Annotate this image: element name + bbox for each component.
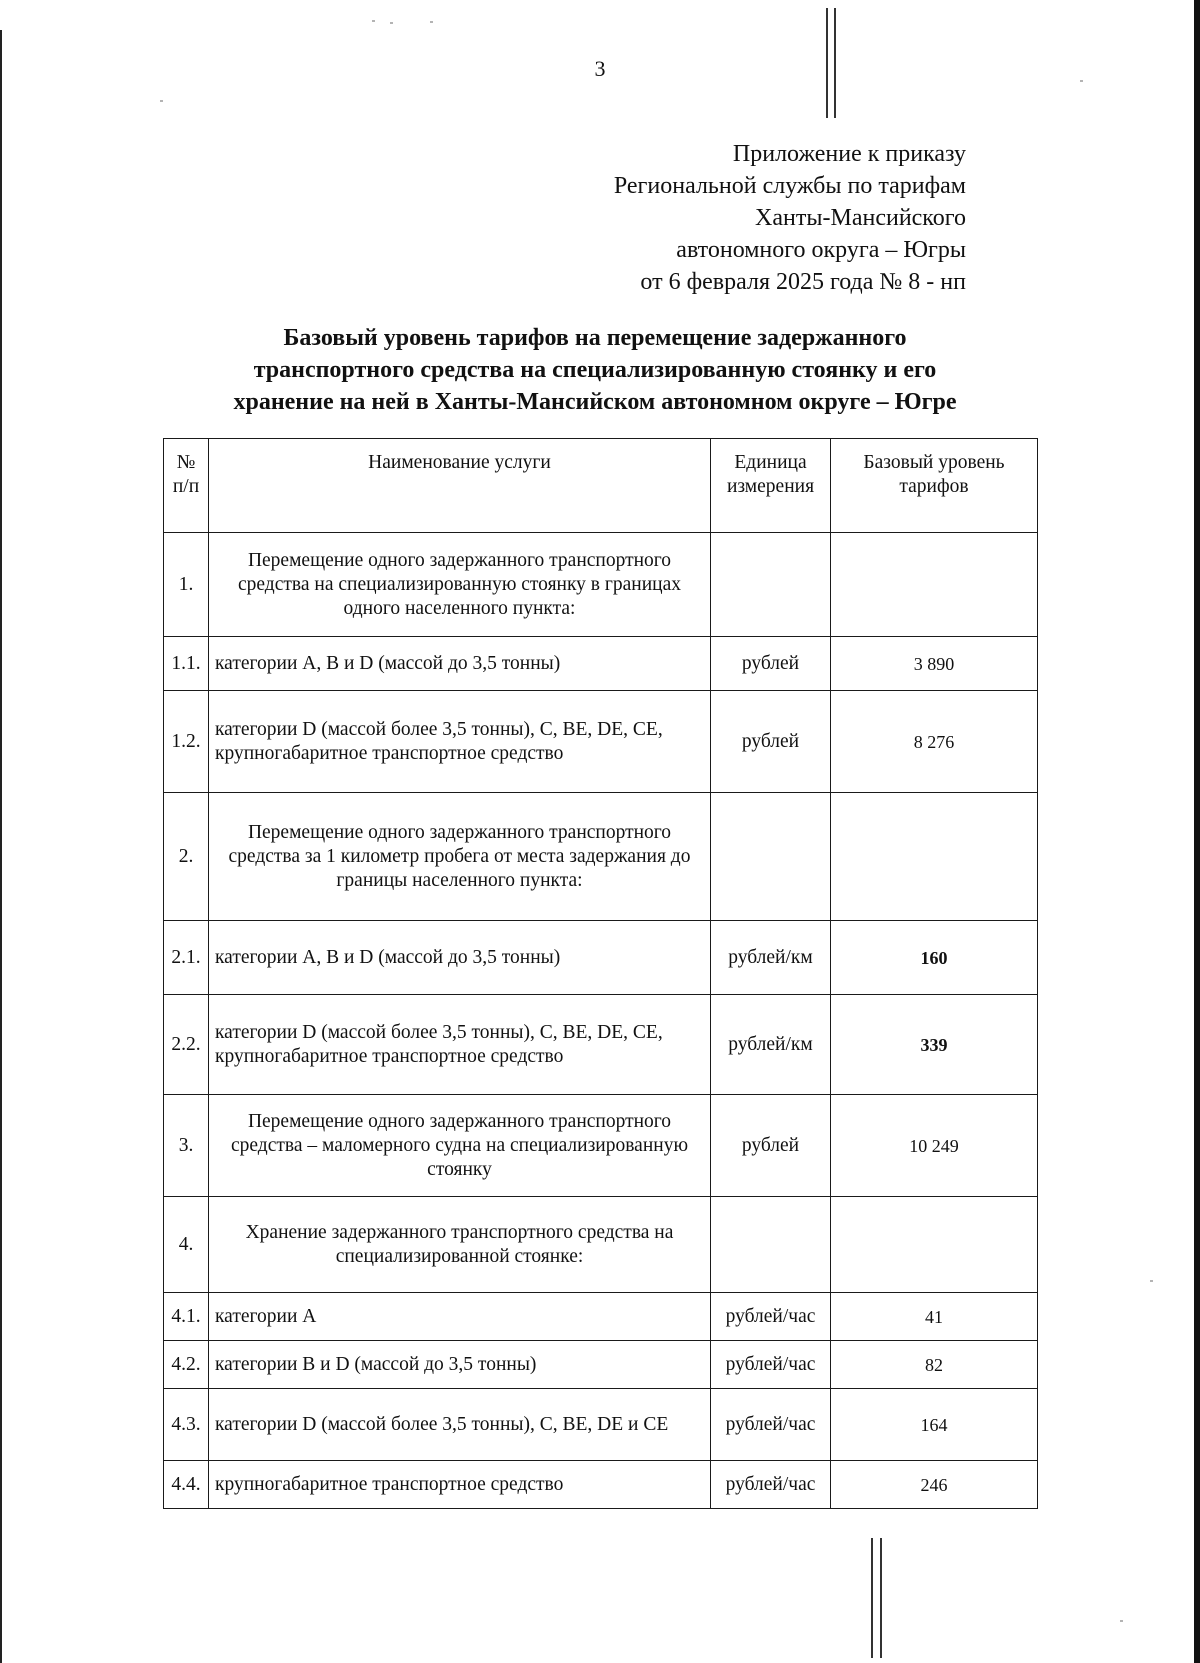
table-row xyxy=(164,793,1038,921)
scan-edge-right xyxy=(1194,0,1200,1663)
row-value: 8 276 xyxy=(831,691,1038,793)
row-unit: рублей/км xyxy=(711,995,831,1095)
row-unit xyxy=(711,793,831,921)
scan-line xyxy=(880,1538,882,1658)
row-value: 82 xyxy=(831,1341,1038,1389)
row-num: 4.4. xyxy=(164,1461,209,1509)
title-line: транспортного средства на специализированную стоянку и его xyxy=(253,357,937,383)
appendix-line: Региональной службы по тарифам xyxy=(613,173,966,199)
table-row xyxy=(164,995,1038,1095)
row-name: категории D (массой более 3,5 тонны), C, BE, DE, CE, крупногабаритное транспортное средство xyxy=(209,691,711,793)
scan-line xyxy=(826,8,828,118)
row-num: 4.3. xyxy=(164,1389,209,1461)
appendix-note xyxy=(614,138,966,298)
scan-edge-left xyxy=(0,30,2,1663)
table-row xyxy=(164,921,1038,995)
header-unit: Единица измерения xyxy=(711,439,831,533)
scan-speckle xyxy=(1150,1280,1153,1282)
row-name: Хранение задержанного транспортного средства на специализированной стоянке: xyxy=(209,1197,711,1293)
row-value: 164 xyxy=(831,1389,1038,1461)
page-number: 3 xyxy=(594,56,606,81)
row-unit: рублей/час xyxy=(711,1293,831,1341)
title-line: Базовый уровень тарифов на перемещение задержанного xyxy=(283,325,907,351)
tariff-table xyxy=(163,438,1038,1509)
row-value: 339 xyxy=(831,995,1038,1095)
scan-speckle xyxy=(1120,1620,1123,1622)
header-name: Наименование услуги xyxy=(209,439,711,533)
row-num: 1. xyxy=(164,533,209,637)
table-header-row xyxy=(164,439,1038,533)
row-unit: рублей xyxy=(711,1095,831,1197)
title-line: хранение на ней в Ханты-Мансийском автономном округе – Югре xyxy=(233,389,957,415)
document-title xyxy=(150,322,1040,418)
row-unit: рублей/час xyxy=(711,1461,831,1509)
row-name: Перемещение одного задержанного транспортного средства за 1 километр пробега от места задержания до границы населенного пункта: xyxy=(209,793,711,921)
scan-speckle xyxy=(1080,80,1083,82)
row-value xyxy=(831,793,1038,921)
table-row xyxy=(164,637,1038,691)
row-num: 3. xyxy=(164,1095,209,1197)
row-num: 4. xyxy=(164,1197,209,1293)
table-row xyxy=(164,1095,1038,1197)
scan-speckle xyxy=(430,21,433,23)
row-num: 4.2. xyxy=(164,1341,209,1389)
table-row xyxy=(164,691,1038,793)
row-name: категории A, B и D (массой до 3,5 тонны) xyxy=(209,921,711,995)
row-unit: рублей/час xyxy=(711,1341,831,1389)
table-row xyxy=(164,533,1038,637)
row-value xyxy=(831,533,1038,637)
row-unit xyxy=(711,1197,831,1293)
row-unit: рублей xyxy=(711,691,831,793)
table-row xyxy=(164,1389,1038,1461)
row-value: 10 249 xyxy=(831,1095,1038,1197)
row-value: 41 xyxy=(831,1293,1038,1341)
appendix-line: Приложение к приказу xyxy=(732,141,966,167)
header-num: № п/п xyxy=(164,439,209,533)
row-value: 3 890 xyxy=(831,637,1038,691)
row-name: категории A xyxy=(209,1293,711,1341)
row-name: Перемещение одного задержанного транспортного средства – маломерного судна на специализированную стоянку xyxy=(209,1095,711,1197)
appendix-line: Ханты-Мансийского xyxy=(755,205,966,231)
appendix-line: автономного округа – Югры xyxy=(676,237,966,263)
table-row xyxy=(164,1341,1038,1389)
row-unit: рублей/км xyxy=(711,921,831,995)
scan-speckle xyxy=(390,22,393,24)
scan-speckle xyxy=(160,100,163,102)
header-value: Базовый уровень тарифов xyxy=(831,439,1038,533)
row-num: 1.2. xyxy=(164,691,209,793)
scan-line xyxy=(871,1538,873,1658)
row-value xyxy=(831,1197,1038,1293)
row-value: 160 xyxy=(831,921,1038,995)
row-num: 2. xyxy=(164,793,209,921)
scan-speckle xyxy=(372,20,375,22)
row-unit: рублей xyxy=(711,637,831,691)
table-row xyxy=(164,1197,1038,1293)
row-unit xyxy=(711,533,831,637)
table-row xyxy=(164,1461,1038,1509)
row-num: 2.1. xyxy=(164,921,209,995)
row-num: 1.1. xyxy=(164,637,209,691)
row-name: категории D (массой более 3,5 тонны), C, BE, DE и CE xyxy=(209,1389,711,1461)
table-row xyxy=(164,1293,1038,1341)
row-name: категории B и D (массой до 3,5 тонны) xyxy=(209,1341,711,1389)
row-num: 2.2. xyxy=(164,995,209,1095)
row-num: 4.1. xyxy=(164,1293,209,1341)
appendix-line: от 6 февраля 2025 года № 8 - нп xyxy=(640,269,966,295)
row-name: Перемещение одного задержанного транспортного средства на специализированную стоянку в границах одного населенного пункта: xyxy=(209,533,711,637)
row-value: 246 xyxy=(831,1461,1038,1509)
row-name: крупногабаритное транспортное средство xyxy=(209,1461,711,1509)
row-unit: рублей/час xyxy=(711,1389,831,1461)
scan-line xyxy=(834,8,836,118)
row-name: категории D (массой более 3,5 тонны), C, BE, DE, CE, крупногабаритное транспортное средство xyxy=(209,995,711,1095)
row-name: категории A, B и D (массой до 3,5 тонны) xyxy=(209,637,711,691)
